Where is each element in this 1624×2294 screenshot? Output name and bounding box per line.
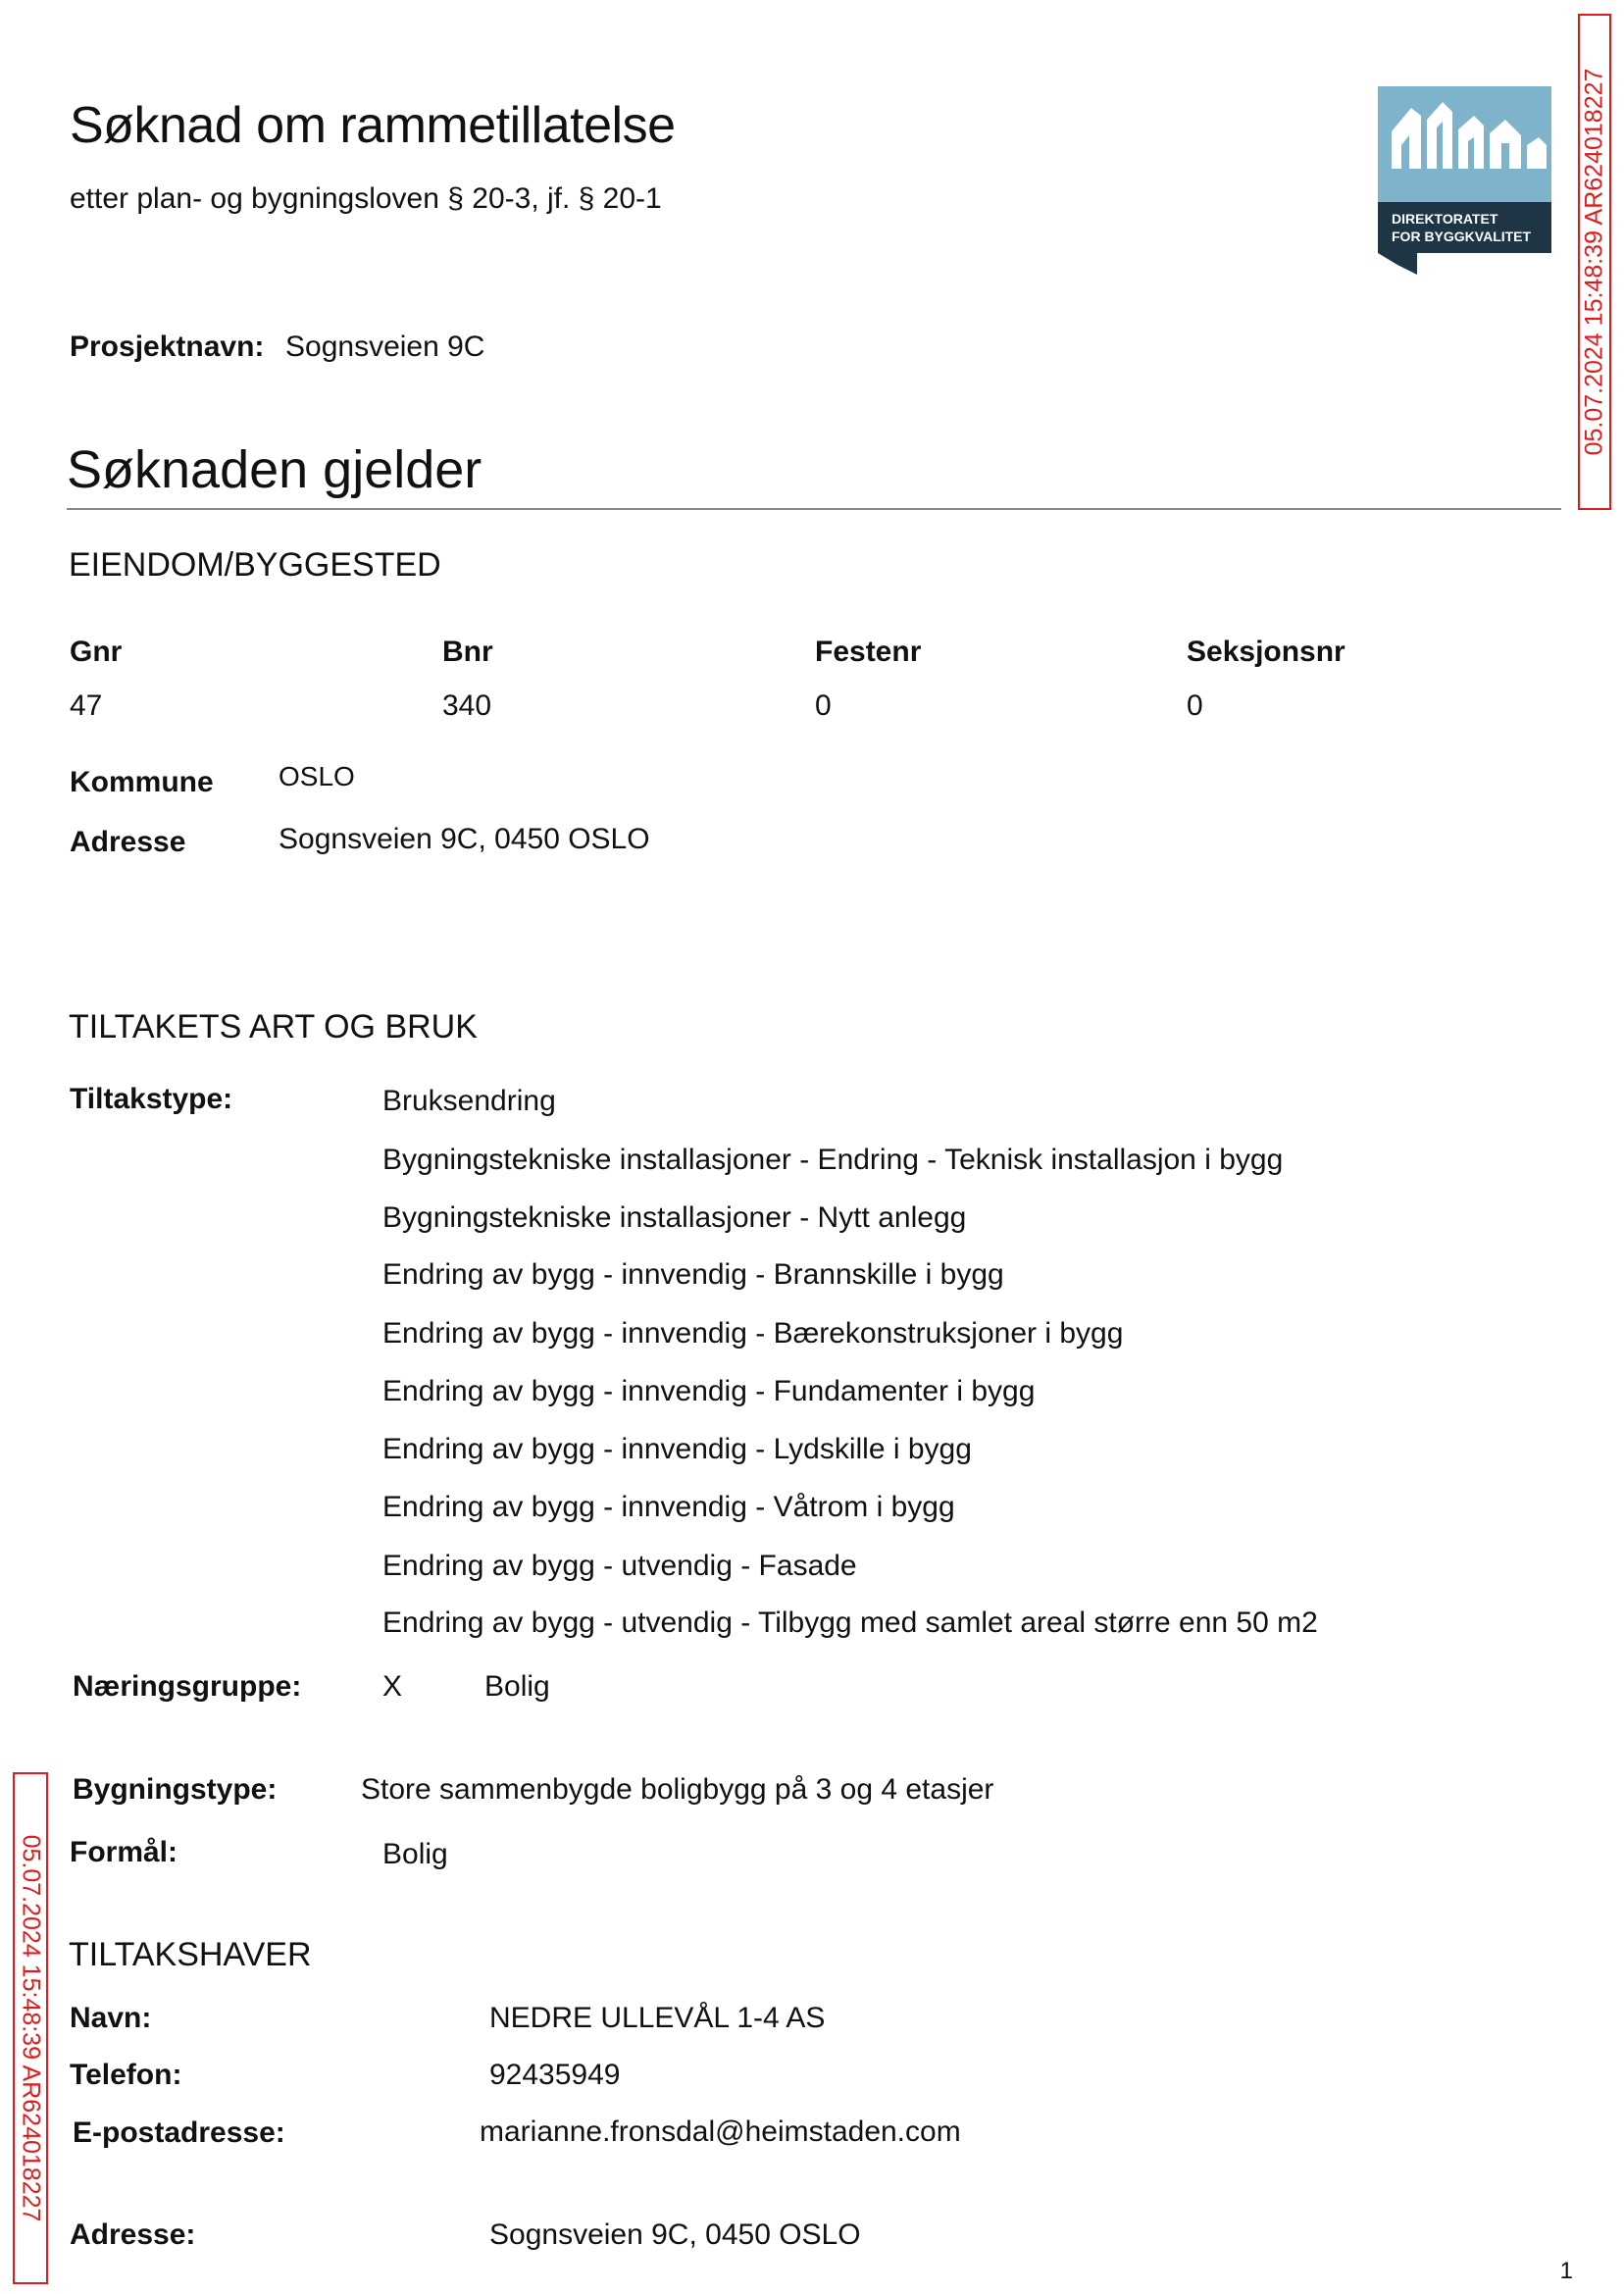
tiltakstype-item: Bruksendring — [382, 1085, 556, 1117]
tiltakstype-item: Endring av bygg - innvendig - Våtrom i bygg — [382, 1491, 955, 1523]
logo-text-line-1: DIREKTORATET — [1392, 211, 1498, 227]
gnr-value: 47 — [70, 689, 103, 722]
timestamp-stamp-bottom — [13, 1772, 48, 2284]
tiltakshaver-adresse-value: Sognsveien 9C, 0450 OSLO — [489, 2218, 861, 2251]
kommune-label: Kommune — [70, 766, 214, 798]
tiltakstype-item: Endring av bygg - utvendig - Tilbygg med samlet areal større enn 50 m2 — [382, 1606, 1318, 1639]
tiltakstype-item: Endring av bygg - innvendig - Brannskille i bygg — [382, 1258, 1004, 1291]
bygningstype-label: Bygningstype: — [73, 1773, 278, 1806]
epost-value: marianne.fronsdal@heimstaden.com — [480, 2116, 961, 2148]
section-title: Søknaden gjelder — [67, 440, 482, 499]
epost-label: E-postadresse: — [73, 2116, 285, 2149]
page-number: 1 — [1559, 2258, 1573, 2284]
stamp-text: 05.07.2024 15:48:39 AR624018227 — [1580, 68, 1608, 456]
formal-label: Formål: — [70, 1836, 178, 1868]
seksjonsnr-value: 0 — [1187, 689, 1203, 722]
project-name-label: Prosjektnavn: — [70, 331, 265, 363]
tiltakstype-item: Endring av bygg - utvendig - Fasade — [382, 1550, 857, 1582]
eiendom-heading: EIENDOM/BYGGESTED — [69, 546, 441, 584]
tiltakstype-item: Bygningstekniske installasjoner - Endring - Teknisk installasjon i bygg — [382, 1144, 1284, 1176]
tiltak-heading: TILTAKETS ART OG BRUK — [69, 1008, 478, 1045]
timestamp-stamp-top — [1578, 14, 1611, 510]
navn-label: Navn: — [70, 2002, 152, 2034]
formal-value: Bolig — [382, 1838, 448, 1870]
tiltakshaver-adresse-label: Adresse: — [70, 2218, 196, 2251]
kommune-value: OSLO — [279, 761, 355, 791]
adresse-label: Adresse — [70, 826, 186, 858]
project-name-value: Sognsveien 9C — [285, 331, 485, 363]
gnr-label: Gnr — [70, 636, 123, 668]
tiltakstype-item: Endring av bygg - innvendig - Fundamenter i bygg — [382, 1375, 1036, 1407]
tiltakstype-item: Bygningstekniske installasjoner - Nytt anlegg — [382, 1201, 967, 1234]
tiltakshaver-heading: TILTAKSHAVER — [69, 1936, 312, 1973]
naeringsgruppe-label: Næringsgruppe: — [73, 1670, 302, 1703]
naeringsgruppe-value: Bolig — [484, 1670, 550, 1703]
page-title: Søknad om rammetillatelse — [70, 97, 676, 154]
tiltakstype-item: Endring av bygg - innvendig - Bærekonstruksjoner i bygg — [382, 1317, 1124, 1350]
festenr-value: 0 — [815, 689, 832, 722]
telefon-value: 92435949 — [489, 2059, 621, 2091]
bnr-label: Bnr — [442, 636, 493, 668]
adresse-value: Sognsveien 9C, 0450 OSLO — [279, 823, 650, 855]
bnr-value: 340 — [442, 689, 492, 722]
page-subtitle: etter plan- og bygningsloven § 20-3, jf. § 20-1 — [70, 182, 662, 215]
festenr-label: Festenr — [815, 636, 922, 668]
dibk-logo — [1378, 86, 1551, 275]
tiltakstype-item: Endring av bygg - innvendig - Lydskille i bygg — [382, 1433, 972, 1465]
naeringsgruppe-code: X — [382, 1670, 403, 1703]
section-divider — [67, 508, 1561, 510]
tiltakstype-label: Tiltakstype: — [70, 1083, 233, 1115]
telefon-label: Telefon: — [70, 2059, 182, 2091]
seksjonsnr-label: Seksjonsnr — [1187, 636, 1345, 668]
stamp-text: 05.07.2024 15:48:39 AR624018227 — [17, 1834, 45, 2222]
navn-value: NEDRE ULLEVÅL 1-4 AS — [489, 2002, 826, 2034]
logo-text-line-2: FOR BYGGKVALITET — [1392, 229, 1532, 244]
bygningstype-value: Store sammenbygde boligbygg på 3 og 4 etasjer — [361, 1773, 994, 1806]
